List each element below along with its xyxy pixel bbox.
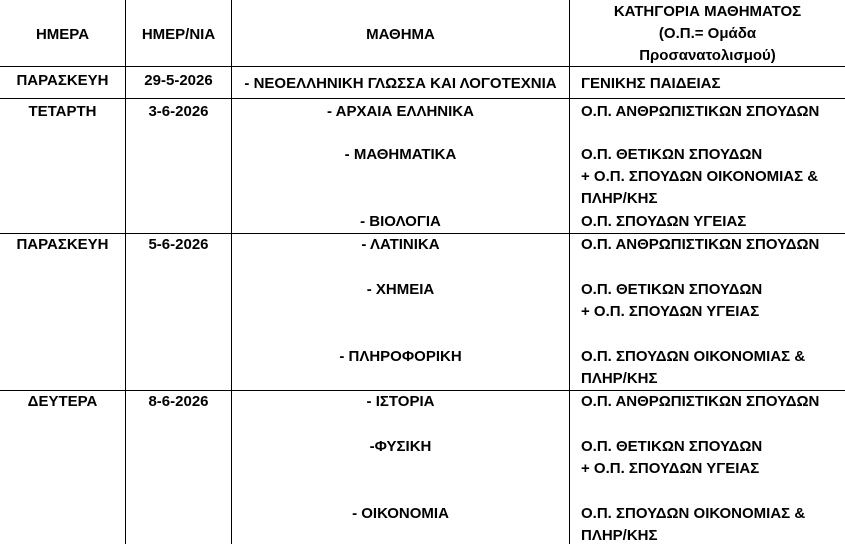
row-category: Ο.Π. ΑΝΘΡΩΠΙΣΤΙΚΩΝ ΣΠΟΥΔΩΝ: [581, 103, 820, 120]
row-subject: - ΙΣΤΟΡΙΑ: [366, 393, 435, 410]
row-subject: - ΒΙΟΛΟΓΙΑ: [360, 213, 441, 230]
row-subject: - ΛΑΤΙΝΙΚΑ: [361, 236, 440, 253]
row-day: ΔΕΥΤΕΡΑ: [27, 393, 98, 410]
row-day: ΤΕΤΑΡΤΗ: [28, 103, 97, 120]
row-subject: - ΠΛΗΡΟΦΟΡΙΚΗ: [339, 348, 462, 365]
row-subject: - ΧΗΜΕΙΑ: [366, 281, 435, 298]
row-category: Ο.Π. ΑΝΘΡΩΠΙΣΤΙΚΩΝ ΣΠΟΥΔΩΝ: [581, 393, 820, 410]
row-day: ΠΑΡΑΣΚΕΥΗ: [16, 72, 109, 89]
row-date: 8-6-2026: [148, 393, 209, 410]
header-category: ΚΑΤΗΓΟΡΙΑ ΜΑΘΗΜΑΤΟΣ: [613, 3, 802, 20]
row-subject: - ΝΕΟΕΛΛΗΝΙΚΗ ΓΛΩΣΣΑ ΚΑΙ ΛΟΓΟΤΕΧΝΙΑ: [244, 75, 557, 92]
row-date: 3-6-2026: [148, 103, 209, 120]
row-subject: -ΦΥΣΙΚΗ: [369, 438, 432, 455]
header-category-note: (Ο.Π.= Ομάδα: [658, 25, 757, 42]
row-category: Ο.Π. ΑΝΘΡΩΠΙΣΤΙΚΩΝ ΣΠΟΥΔΩΝ: [581, 236, 820, 253]
row-category: Ο.Π. ΘΕΤΙΚΩΝ ΣΠΟΥΔΩΝ: [581, 438, 763, 455]
row-category: Ο.Π. ΘΕΤΙΚΩΝ ΣΠΟΥΔΩΝ: [581, 146, 763, 163]
row-divider: [0, 98, 845, 99]
row-subject: - ΟΙΚΟΝΟΜΙΑ: [352, 505, 449, 522]
column-divider: [569, 0, 570, 544]
row-category: ΠΛΗΡ/ΚΗΣ: [581, 370, 658, 387]
row-category: Ο.Π. ΘΕΤΙΚΩΝ ΣΠΟΥΔΩΝ: [581, 281, 763, 298]
header-subject: ΜΑΘΗΜΑ: [366, 26, 435, 43]
row-category: ΓΕΝΙΚΗΣ ΠΑΙΔΕΙΑΣ: [581, 75, 721, 92]
row-category: Ο.Π. ΣΠΟΥΔΩΝ ΥΓΕΙΑΣ: [581, 213, 747, 230]
row-day: ΠΑΡΑΣΚΕΥΗ: [16, 236, 109, 253]
row-category: + Ο.Π. ΣΠΟΥΔΩΝ ΟΙΚΟΝΟΜΙΑΣ &: [581, 168, 819, 185]
row-category: ΠΛΗΡ/ΚΗΣ: [581, 190, 658, 207]
row-subject: - ΜΑΘΗΜΑΤΙΚΑ: [344, 146, 457, 163]
header-date: ΗΜΕΡ/ΝΙΑ: [141, 26, 216, 43]
row-category: Ο.Π. ΣΠΟΥΔΩΝ ΟΙΚΟΝΟΜΙΑΣ &: [581, 348, 806, 365]
row-date: 5-6-2026: [148, 236, 209, 253]
row-category: ΠΛΗΡ/ΚΗΣ: [581, 527, 658, 544]
row-subject: - ΑΡΧΑΙΑ ΕΛΛΗΝΙΚΑ: [327, 103, 474, 120]
row-date: 29-5-2026: [144, 72, 213, 89]
row-category: + Ο.Π. ΣΠΟΥΔΩΝ ΥΓΕΙΑΣ: [581, 303, 760, 320]
header-category-note: Προσανατολισμού): [639, 47, 776, 64]
header-day: ΗΜΕΡΑ: [35, 26, 90, 43]
row-category: Ο.Π. ΣΠΟΥΔΩΝ ΟΙΚΟΝΟΜΙΑΣ &: [581, 505, 806, 522]
row-category: + Ο.Π. ΣΠΟΥΔΩΝ ΥΓΕΙΑΣ: [581, 460, 760, 477]
